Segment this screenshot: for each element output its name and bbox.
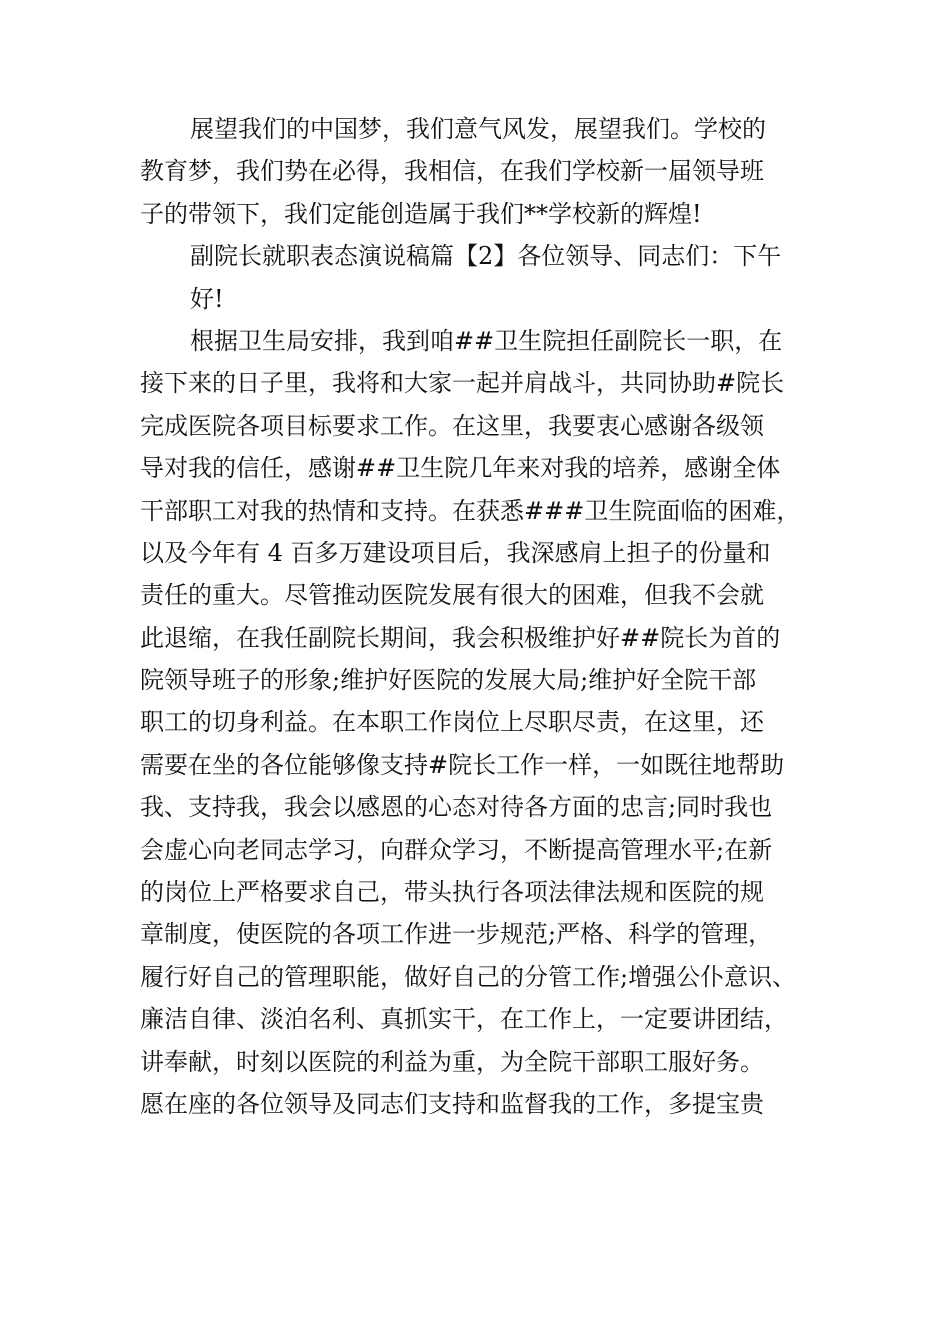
text-line: 子的带领下，我们定能创造属于我们**学校新的辉煌!	[140, 199, 702, 228]
text-line: 好!	[190, 284, 224, 313]
text-line: 根据卫生局安排，我到咱##卫生院担任副院长一职，在	[190, 326, 783, 355]
text-line: 接下来的日子里，我将和大家一起并肩战斗，共同协助#院长	[140, 369, 785, 398]
text-line: 廉洁自律、淡泊名利、真抓实干，在工作上，一定要讲团结，	[140, 1005, 788, 1034]
text-line: 讲奉献，时刻以医院的利益为重，为全院干部职工服好务。	[140, 1047, 764, 1076]
text-line: 责任的重大。尽管推动医院发展有很大的困难，但我不会就	[140, 581, 764, 610]
text-line: 展望我们的中国梦，我们意气风发，展望我们。学校的	[190, 115, 766, 143]
text-line: 我、支持我，我会以感恩的心态对待各方面的忠言;同时我也	[140, 793, 773, 822]
paragraph	[140, 108, 840, 235]
text-line: 干部职工对我的热情和支持。在获悉###卫生院面临的困难，	[140, 496, 801, 525]
text-line: 会虚心向老同志学习，向群众学习，不断提高管理水平;在新	[140, 835, 773, 864]
text-line: 的岗位上严格要求自己，带头执行各项法律法规和医院的规	[140, 878, 764, 907]
text-line: 教育梦，我们势在必得，我相信，在我们学校新一届领导班	[140, 157, 764, 186]
paragraph	[140, 320, 840, 1125]
document-body	[140, 108, 840, 1125]
text-line: 章制度，使医院的各项工作进一步规范;严格、科学的管理，	[140, 920, 773, 949]
paragraph	[140, 278, 840, 320]
text-line: 愿在座的各位领导及同志们支持和监督我的工作，多提宝贵	[140, 1089, 764, 1118]
text-line: 此退缩，在我任副院长期间，我会积极维护好##院长为首的	[140, 623, 781, 652]
text-line: 院领导班子的形象;维护好医院的发展大局;维护好全院干部	[140, 666, 757, 695]
text-line: 以及今年有 4 百多万建设项目后，我深感肩上担子的份量和	[140, 538, 771, 567]
text-line: 职工的切身利益。在本职工作岗位上尽职尽责，在这里，还	[140, 708, 764, 737]
text-line: 副院长就职表态演说稿篇【2】各位领导、同志们：下午	[190, 242, 782, 271]
paragraph	[140, 235, 840, 277]
text-line: 完成医院各项目标要求工作。在这里，我要衷心感谢各级领	[140, 411, 764, 440]
text-line: 履行好自己的管理职能，做好自己的分管工作;增强公仆意识、	[140, 962, 797, 991]
text-line: 导对我的信任，感谢##卫生院几年来对我的培养，感谢全体	[140, 454, 781, 483]
text-line: 需要在坐的各位能够像支持#院长工作一样，一如既往地帮助	[140, 750, 785, 779]
